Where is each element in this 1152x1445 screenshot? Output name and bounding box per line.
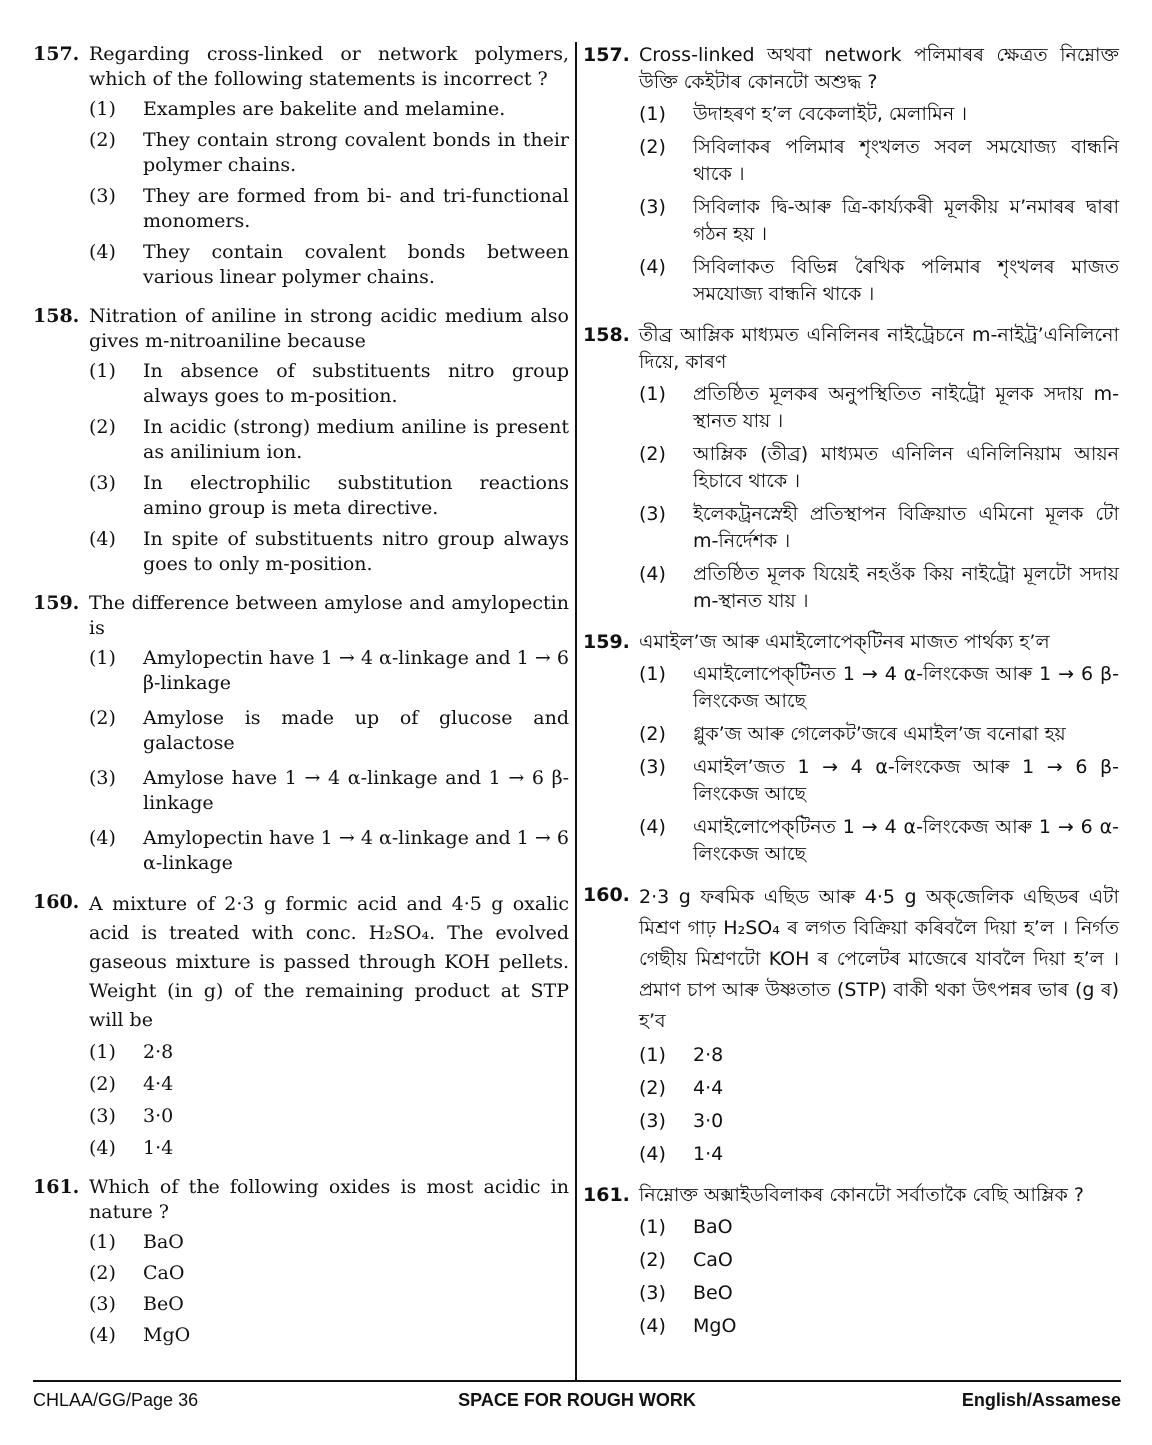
- column-divider: [575, 42, 577, 1380]
- assamese-column: [583, 42, 1119, 1354]
- option-text: 1·4: [693, 1143, 724, 1165]
- question-stem: 2·3 g ফৰমিক এছিড আৰু 4·5 g অক্‌জেলিক এছিডৰ এটা মিশ্ৰণ গাঢ় H₂SO₄ ৰ লগত বিক্ৰিয়া কৰিবলৈ দিয়া হ’ল । নিৰ্গত গেছীয় মিশ্ৰণটো KOH ৰ পেলেটৰ মাজেৰে যাবলৈ দিয়া হ’ল । প্ৰমাণ চাপ আৰু উষ্ণতাত (STP) বাকী থকা উৎপন্নৰ ভাৰ (g ৰ) হ’ব: [639, 886, 1119, 1032]
- option: [639, 661, 1119, 715]
- question-159-as: [583, 629, 1119, 868]
- option-number: (1): [639, 663, 666, 685]
- option-number: (2): [639, 1077, 666, 1099]
- option-text: প্ৰতিষ্ঠিত মূলক যিয়েই নহওঁক কিয় নাইট্ৰো মূলটো সদায় m-স্থানত যায় ।: [693, 563, 1119, 612]
- option-number: (2): [639, 1249, 666, 1271]
- question-160-en: [33, 890, 569, 1161]
- question-158-as: [583, 322, 1119, 615]
- option-text: 3·0: [143, 1105, 174, 1127]
- option-text: এমাইল’জত 1 → 4 α-লিংকেজ আৰু 1 → 6 β-লিংকেজ আছে: [693, 756, 1119, 805]
- option-text: In spite of substituents nitro group always goes to only m-position.: [143, 528, 569, 575]
- option-number: (2): [89, 1262, 116, 1284]
- question-number: 159.: [583, 631, 630, 653]
- question-number: 158.: [583, 324, 630, 346]
- option: [639, 561, 1119, 615]
- question-stem: The difference between amylose and amylopectin is: [89, 592, 569, 639]
- question-number: 158.: [33, 305, 80, 327]
- option-text: MgO: [143, 1324, 191, 1346]
- option: [89, 706, 569, 756]
- question-stem: তীব্ৰ আম্লিক মাধ্যমত এনিলিনৰ নাইট্ৰেচনে m-নাইট্ৰ’এনিলিনো দিয়ে, কাৰণ: [639, 324, 1119, 373]
- page-code: CHLAA/GG/Page 36: [33, 1390, 199, 1410]
- option-text: সিবিলাকৰ পলিমাৰ শৃংখলত সবল সমযোজ্য বান্ধনি থাকে ।: [693, 136, 1119, 185]
- option-text: সিবিলাকত বিভিন্ন ৰৈখিক পলিমাৰ শৃংখলৰ মাজত সমযোজ্য বান্ধনি থাকে ।: [693, 256, 1119, 305]
- option: [89, 527, 569, 577]
- option-number: (1): [89, 1231, 116, 1253]
- option-number: (4): [639, 816, 666, 838]
- option-text: প্ৰতিষ্ঠিত মূলকৰ অনুপস্থিতিত নাইট্ৰো মূলক সদায় m-স্থানত যায় ।: [693, 383, 1119, 432]
- option-number: (2): [89, 129, 116, 151]
- option-number: (3): [639, 503, 666, 525]
- option: [89, 1040, 569, 1065]
- option-number: (4): [89, 528, 116, 550]
- option-text: CaO: [143, 1262, 185, 1284]
- option-text: Examples are bakelite and melamine.: [143, 98, 506, 120]
- option-text: এমাইলোপেক্‌টিনত 1 → 4 α-লিংকেজ আৰু 1 → 6 β-লিংকেজ আছে: [693, 663, 1119, 712]
- option: [639, 1075, 1119, 1102]
- question-stem: Which of the following oxides is most acidic in nature ?: [89, 1176, 569, 1223]
- option: [89, 1261, 569, 1286]
- option-text: Amylopectin have 1 → 4 α-linkage and 1 → 6 β-linkage: [143, 647, 569, 694]
- option: [639, 1214, 1119, 1241]
- footer-rule: [33, 1380, 1121, 1382]
- option: [639, 1108, 1119, 1135]
- option-number: (1): [89, 1041, 116, 1063]
- question-stem: এমাইল’জ আৰু এমাইলোপেক্‌টিনৰ মাজত পাৰ্থক্য হ’ল: [639, 631, 1050, 653]
- option-number: (4): [639, 563, 666, 585]
- option-number: (1): [89, 647, 116, 669]
- option-text: Amylose have 1 → 4 α-linkage and 1 → 6 β-linkage: [143, 767, 569, 814]
- option-number: (3): [639, 1282, 666, 1304]
- option-number: (1): [89, 98, 116, 120]
- language-label: English/Assamese: [961, 1390, 1121, 1410]
- option-number: (3): [89, 472, 116, 494]
- option: [89, 1292, 569, 1317]
- page-footer: [33, 1390, 1121, 1416]
- option: [639, 1247, 1119, 1274]
- option-number: (4): [89, 241, 116, 263]
- option: [639, 1313, 1119, 1340]
- question-stem: নিম্নোক্ত অক্সাইডবিলাকৰ কোনটো সৰ্বাতাকৈ বেছি আম্লিক ?: [639, 1184, 1084, 1206]
- question-158-en: [33, 304, 569, 577]
- option: [639, 254, 1119, 308]
- question-161-en: [33, 1175, 569, 1348]
- option: [89, 97, 569, 122]
- option-number: (2): [639, 136, 666, 158]
- option: [639, 441, 1119, 495]
- question-number: 161.: [583, 1184, 630, 1206]
- option: [639, 194, 1119, 248]
- option-number: (4): [639, 256, 666, 278]
- question-160-as: [583, 882, 1119, 1168]
- option-number: (3): [89, 767, 116, 789]
- option: [89, 1323, 569, 1348]
- option-number: (2): [89, 707, 116, 729]
- question-number: 157.: [583, 44, 630, 66]
- option-text: They contain strong covalent bonds in their polymer chains.: [143, 129, 569, 176]
- option-text: উদাহৰণ হ’ল বেকেলাইট, মেলামিন ।: [693, 103, 967, 125]
- option: [89, 1072, 569, 1097]
- option: [639, 101, 1119, 128]
- option-number: (4): [89, 1137, 116, 1159]
- option: [89, 471, 569, 521]
- question-stem: A mixture of 2·3 g formic acid and 4·5 g oxalic acid is treated with conc. H₂SO₄. The evolved gaseous mixture is passed through KOH pellets. Weight (in g) of the remaining product at STP will be: [89, 893, 569, 1031]
- option-text: 2·8: [693, 1044, 724, 1066]
- option-text: In absence of substituents nitro group always goes to m-position.: [143, 360, 569, 407]
- option-number: (1): [639, 383, 666, 405]
- option-number: (4): [89, 827, 116, 849]
- option-number: (2): [89, 416, 116, 438]
- option-text: In electrophilic substitution reactions amino group is meta directive.: [143, 472, 569, 519]
- option-text: সিবিলাক দ্বি-আৰু ত্ৰি-কাৰ্য্যকৰী মূলকীয় ম’নমাৰৰ দ্বাৰা গঠন হয় ।: [693, 196, 1119, 245]
- option-text: আম্লিক (তীব্ৰ) মাধ্যমত এনিলিন এনিলিনিয়াম আয়ন হিচাবে থাকে ।: [693, 443, 1119, 492]
- option: [639, 754, 1119, 808]
- option-text: গ্লুক’জ আৰু গেলেকট’জৰে এমাইল’জ বনোৱা হয়: [693, 723, 1066, 745]
- option-text: 2·8: [143, 1041, 174, 1063]
- question-number: 160.: [583, 884, 630, 906]
- option-number: (1): [639, 1044, 666, 1066]
- option: [89, 184, 569, 234]
- option: [89, 1230, 569, 1255]
- option: [89, 1104, 569, 1129]
- option-number: (3): [639, 196, 666, 218]
- question-number: 160.: [33, 891, 80, 913]
- option: [639, 1042, 1119, 1069]
- option: [639, 501, 1119, 555]
- option-text: ইলেকট্ৰনস্নেহী প্ৰতিস্থাপন বিক্ৰিয়াত এমিনো মূলক টো m-নিৰ্দেশক ।: [693, 503, 1119, 552]
- option-text: 4·4: [143, 1073, 174, 1095]
- option-text: এমাইলোপেক্‌টিনত 1 → 4 α-লিংকেজ আৰু 1 → 6 α-লিংকেজ আছে: [693, 816, 1119, 865]
- option-text: They contain covalent bonds between various linear polymer chains.: [143, 241, 569, 288]
- question-157-en: [33, 42, 569, 290]
- option: [89, 826, 569, 876]
- option-number: (2): [89, 1073, 116, 1095]
- option-number: (1): [639, 1216, 666, 1238]
- option-text: BeO: [693, 1282, 733, 1304]
- option: [89, 359, 569, 409]
- option: [639, 721, 1119, 748]
- option-number: (3): [639, 756, 666, 778]
- question-157-as: [583, 42, 1119, 308]
- english-column: [33, 42, 569, 1362]
- question-number: 157.: [33, 43, 80, 65]
- option-text: 4·4: [693, 1077, 724, 1099]
- option-text: Amylopectin have 1 → 4 α-linkage and 1 → 6 α-linkage: [143, 827, 569, 874]
- option: [639, 814, 1119, 868]
- question-stem: Cross-linked অথবা network পলিমাৰৰ ক্ষেত্ৰত নিম্নোক্ত উক্তি কেইটাৰ কোনটো অশুদ্ধ ?: [639, 44, 1119, 93]
- option-number: (2): [639, 723, 666, 745]
- question-number: 161.: [33, 1176, 80, 1198]
- option-number: (1): [639, 103, 666, 125]
- option-text: CaO: [693, 1249, 733, 1271]
- option-text: 1·4: [143, 1137, 174, 1159]
- option-number: (1): [89, 360, 116, 382]
- rough-work-label: SPACE FOR ROUGH WORK: [458, 1390, 696, 1410]
- option-text: MgO: [693, 1315, 737, 1337]
- option-number: (3): [89, 185, 116, 207]
- option: [89, 766, 569, 816]
- option-text: They are formed from bi- and tri-functional monomers.: [143, 185, 569, 232]
- option-text: BaO: [693, 1216, 733, 1238]
- option-text: BaO: [143, 1231, 184, 1253]
- option-text: BeO: [143, 1293, 184, 1315]
- option: [639, 134, 1119, 188]
- option-text: In acidic (strong) medium aniline is present as anilinium ion.: [143, 416, 569, 463]
- option: [639, 1280, 1119, 1307]
- option: [89, 415, 569, 465]
- question-161-as: [583, 1182, 1119, 1340]
- question-159-en: [33, 591, 569, 876]
- question-stem: Regarding cross-linked or network polymers, which of the following statements is incorrect ?: [89, 43, 569, 90]
- option-number: (4): [639, 1143, 666, 1165]
- option-number: (3): [89, 1293, 116, 1315]
- option-number: (4): [89, 1324, 116, 1346]
- option-text: 3·0: [693, 1110, 724, 1132]
- option: [89, 128, 569, 178]
- option: [89, 240, 569, 290]
- option-text: Amylose is made up of glucose and galactose: [143, 707, 569, 754]
- question-number: 159.: [33, 592, 80, 614]
- option: [639, 381, 1119, 435]
- option-number: (2): [639, 443, 666, 465]
- question-stem: Nitration of aniline in strong acidic medium also gives m-nitroaniline because: [89, 305, 569, 352]
- option: [639, 1141, 1119, 1168]
- option-number: (3): [639, 1110, 666, 1132]
- option: [89, 646, 569, 696]
- option: [89, 1136, 569, 1161]
- option-number: (4): [639, 1315, 666, 1337]
- option-number: (3): [89, 1105, 116, 1127]
